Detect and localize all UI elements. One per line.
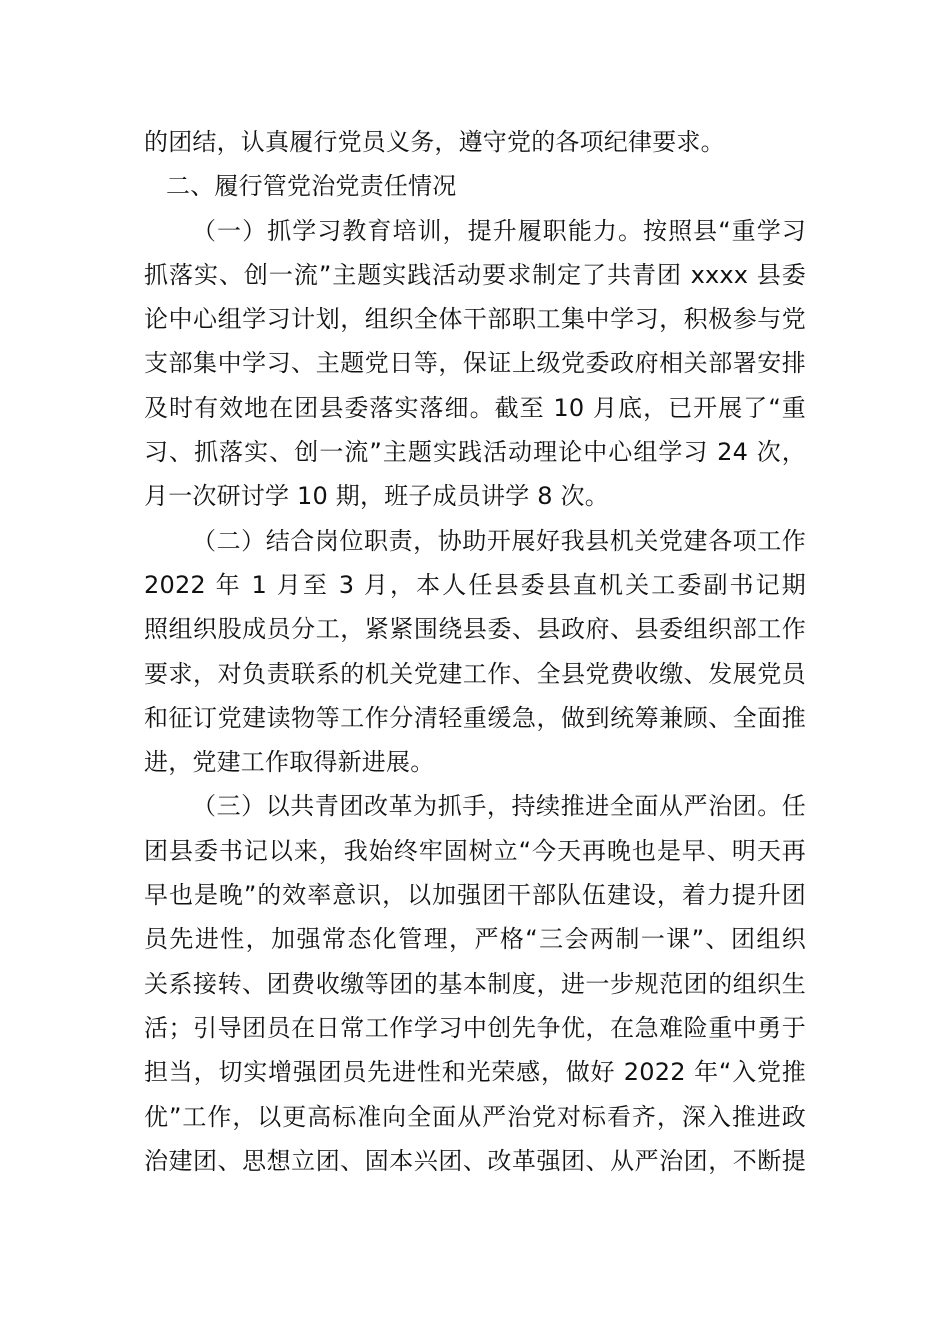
text-line: 论中心组学习计划，组织全体干部职工集中学习，积极参与党 [144, 305, 806, 334]
text-line: 和征订党建读物等工作分清轻重缓急，做到统筹兼顾、全面推 [144, 703, 806, 732]
section-heading: 二、履行管党治党责任情况 [166, 172, 457, 201]
text-line: 的团结，认真履行党员义务，遵守党的各项纪律要求。 [144, 128, 725, 156]
text-line: 员先进性，加强常态化管理，严格“三会两制一课”、团组织 [144, 925, 806, 954]
text-line: （一）抓学习教育培训，提升履职能力。按照县“重学习 [192, 216, 806, 245]
text-line: 2022 年 1 月至 3 月，本人任县委县直机关工委副书记期 [144, 570, 806, 599]
text-line: 支部集中学习、主题党日等，保证上级党委政府相关部署安排 [144, 349, 806, 378]
document-body [144, 120, 806, 1183]
text-line: 担当，切实增强团员先进性和光荣感，做好 2022 年“入党推 [144, 1058, 806, 1087]
text-line: （三）以共青团改革为抓手，持续推进全面从严治团。任 [192, 792, 806, 821]
text-line: 要求，对负责联系的机关党建工作、全县党费收缴、发展党员 [144, 659, 806, 688]
text-line: 关系接转、团费收缴等团的基本制度，进一步规范团的组织生 [144, 969, 806, 998]
text-line: 治建团、思想立团、固本兴团、改革强团、从严治团，不断提 [144, 1146, 806, 1175]
text-line: 月一次研讨学 10 期，班子成员讲学 8 次。 [144, 482, 609, 511]
text-line: 照组织股成员分工，紧紧围绕县委、县政府、县委组织部工作 [144, 615, 806, 644]
text-line: 优”工作，以更高标准向全面从严治党对标看齐，深入推进政 [144, 1102, 806, 1131]
text-line: 团县委书记以来，我始终牢固树立“今天再晚也是早、明天再 [144, 836, 806, 865]
text-line: 进，党建工作取得新进展。 [144, 748, 435, 777]
text-line: 活；引导团员在日常工作学习中创先争优，在急难险重中勇于 [144, 1013, 806, 1042]
text-line: 及时有效地在团县委落实落细。截至 10 月底，已开展了“重 [144, 393, 806, 422]
text-line: （二）结合岗位职责，协助开展好我县机关党建各项工作 [192, 526, 806, 555]
text-line: 早也是晚”的效率意识，以加强团干部队伍建设，着力提升团 [144, 881, 806, 910]
text-line: 抓落实、创一流”主题实践活动要求制定了共青团 xxxx 县委 [144, 260, 806, 289]
text-line: 习、抓落实、创一流”主题实践活动理论中心组学习 24 次， [144, 438, 806, 467]
